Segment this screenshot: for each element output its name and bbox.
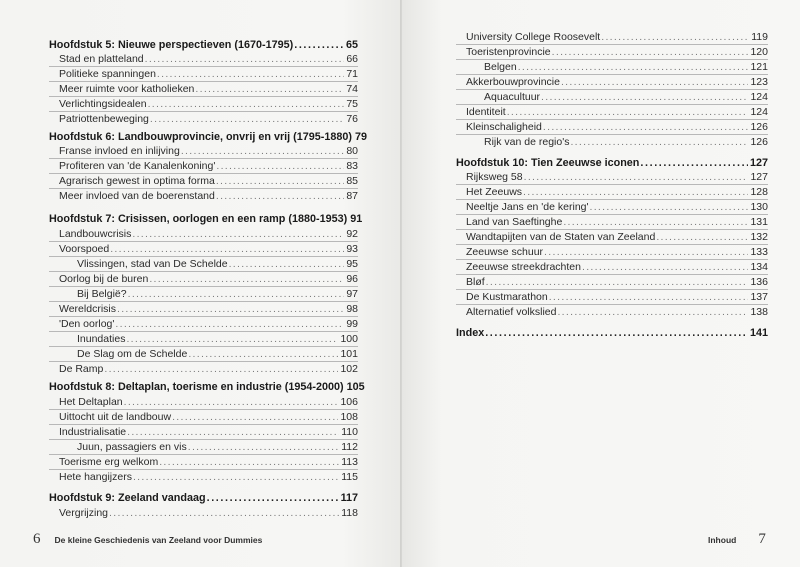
toc-section[interactable]: Identiteit ..... 124 — [456, 105, 768, 119]
toc-section[interactable]: Wandtapijten van de Staten van Zeeland ..... 132 — [456, 230, 768, 244]
page-number: 6 — [33, 531, 41, 547]
toc-section[interactable]: 'Den oorlog' ..... 99 — [49, 317, 358, 331]
toc-section[interactable]: Toeristenprovincie ..... 120 — [456, 45, 768, 59]
toc-index[interactable]: Index ..... 141 — [456, 326, 768, 340]
toc-section[interactable]: Stad en platteland ..... 66 — [49, 52, 358, 66]
toc-section[interactable]: De Kustmarathon ..... 137 — [456, 290, 768, 304]
toc-section[interactable]: Landbouwcrisis ..... 92 — [49, 227, 358, 241]
toc-section[interactable]: Akkerbouwprovincie ..... 123 — [456, 75, 768, 89]
toc-chapter[interactable]: Hoofdstuk 5: Nieuwe perspectieven (1670-1795) ..... 65 — [49, 38, 358, 52]
toc-section[interactable]: Zeeuwse streekdrachten ..... 134 — [456, 260, 768, 274]
toc-section[interactable]: Rijksweg 58 ..... 127 — [456, 170, 768, 184]
toc-section[interactable]: Hete hangijzers ..... 115 — [49, 470, 358, 484]
toc-section[interactable]: Het Zeeuws ..... 128 — [456, 185, 768, 199]
toc-section[interactable]: Industrialisatie ..... 110 — [49, 425, 358, 439]
toc-chapter[interactable]: Hoofdstuk 8: Deltaplan, toerisme en industrie (1954-2000) 105 — [49, 381, 365, 393]
toc-subsection[interactable]: Bij België? ..... 97 — [49, 287, 358, 301]
toc-subsection[interactable]: Rijk van de regio's ..... 126 — [456, 135, 768, 149]
toc-subsection[interactable]: Aquacultuur ..... 124 — [456, 90, 768, 104]
toc-section[interactable]: Oorlog bij de buren ..... 96 — [49, 272, 358, 286]
toc-section[interactable]: Politieke spanningen ..... 71 — [49, 67, 358, 81]
toc-section[interactable]: Meer invloed van de boerenstand ..... 87 — [49, 189, 358, 203]
toc-section[interactable]: Vergrijzing ..... 118 — [49, 506, 358, 520]
toc-subsection[interactable]: Vlissingen, stad van De Schelde ..... 95 — [49, 257, 358, 271]
page-footer-right — [708, 531, 766, 548]
running-title: De kleine Geschiedenis van Zeeland voor Dummies — [54, 535, 263, 545]
toc-section[interactable]: Het Deltaplan ..... 106 — [49, 395, 358, 409]
toc-section[interactable]: Voorspoed ..... 93 — [49, 242, 358, 256]
toc-chapter[interactable]: Hoofdstuk 10: Tien Zeeuwse iconen ..... 127 — [456, 156, 768, 170]
toc-section[interactable]: Patriottenbeweging ..... 76 — [49, 112, 358, 126]
toc-section[interactable]: De Ramp ..... 102 — [49, 362, 358, 376]
toc-chapter[interactable]: Hoofdstuk 9: Zeeland vandaag ..... 117 — [49, 491, 358, 505]
toc-section[interactable]: Zeeuwse schuur ..... 133 — [456, 245, 768, 259]
running-title: Inhoud — [708, 535, 737, 545]
toc-section[interactable]: Verlichtingsidealen ..... 75 — [49, 97, 358, 111]
page-footer-left — [33, 531, 262, 548]
toc-section[interactable]: Bløf ..... 136 — [456, 275, 768, 289]
toc-section[interactable]: Alternatief volkslied ..... 138 — [456, 305, 768, 319]
toc-section[interactable]: Franse invloed en inlijving ..... 80 — [49, 144, 358, 158]
toc-subsection[interactable]: Belgen ..... 121 — [456, 60, 768, 74]
toc-section[interactable]: Meer ruimte voor katholieken ..... 74 — [49, 82, 358, 96]
toc-subsection[interactable]: Inundaties ..... 100 — [49, 332, 358, 346]
page-number: 7 — [758, 531, 766, 547]
toc-section[interactable]: Toerisme erg welkom ..... 113 — [49, 455, 358, 469]
toc-section[interactable]: Land van Saeftinghe ..... 131 — [456, 215, 768, 229]
toc-section[interactable]: Wereldcrisis ..... 98 — [49, 302, 358, 316]
toc-chapter[interactable]: Hoofdstuk 7: Crisissen, oorlogen en een ramp (1880-1953) 91 — [49, 213, 363, 225]
toc-section[interactable]: Agrarisch gewest in optima forma ..... 85 — [49, 174, 358, 188]
toc-section[interactable]: Uittocht uit de landbouw ..... 108 — [49, 410, 358, 424]
toc-subsection[interactable]: De Slag om de Schelde ..... 101 — [49, 347, 358, 361]
toc-section[interactable]: University College Roosevelt ..... 119 — [456, 30, 768, 44]
right-page — [402, 0, 800, 567]
toc-section[interactable]: Profiteren van 'de Kanalenkoning' ..... 83 — [49, 159, 358, 173]
toc-section[interactable]: Neeltje Jans en 'de kering' ..... 130 — [456, 200, 768, 214]
toc-chapter[interactable]: Hoofdstuk 6: Landbouwprovincie, onvrij en vrij (1795-1880) 79 — [49, 131, 367, 143]
toc-subsection[interactable]: Juun, passagiers en vis ..... 112 — [49, 440, 358, 454]
toc-section[interactable]: Kleinschaligheid ..... 126 — [456, 120, 768, 134]
